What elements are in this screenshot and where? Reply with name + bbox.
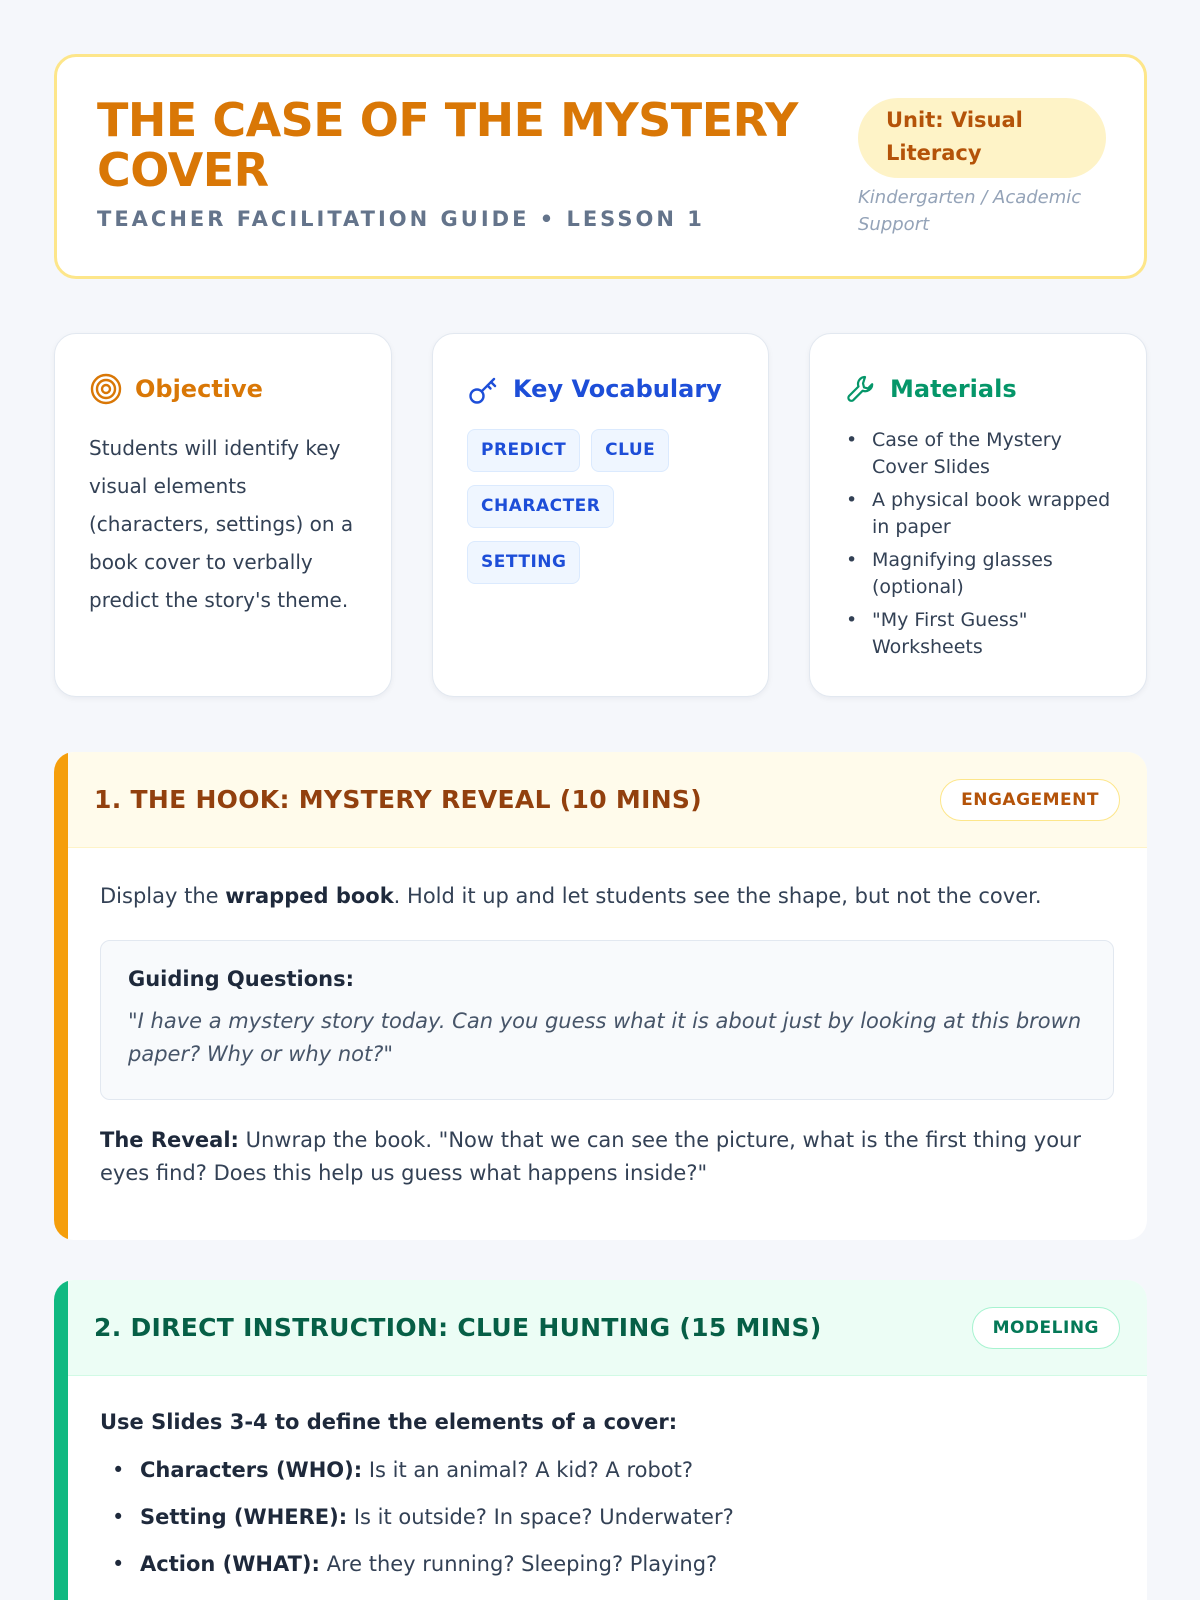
list-item xyxy=(100,1503,1114,1531)
hook-emphasis: wrapped book xyxy=(225,884,394,908)
element-label: Setting (WHERE): xyxy=(140,1505,348,1529)
hook-text: . Hold it up and let students see the shape, but not the cover. xyxy=(393,884,1042,908)
objective-card xyxy=(54,333,392,697)
wrench-icon xyxy=(844,372,878,406)
section-body xyxy=(100,1410,1114,1597)
section-direct-instruction xyxy=(54,1280,1147,1600)
reveal-label: The Reveal: xyxy=(100,1128,239,1152)
guiding-questions-box xyxy=(100,940,1114,1100)
element-text: Are they running? Sleeping? Playing? xyxy=(319,1552,718,1576)
vocabulary-chips xyxy=(467,429,737,597)
objective-text: Students will identify key visual elements (characters, settings) on a book cover to verbally predict the story's theme. xyxy=(89,436,354,612)
materials-card xyxy=(809,333,1147,697)
target-icon xyxy=(89,372,123,406)
vocabulary-card xyxy=(432,333,769,697)
unit-badge: Unit: Visual Literacy xyxy=(858,98,1106,178)
section-accent-bar xyxy=(54,1280,68,1600)
hook-text: Display the xyxy=(100,884,226,908)
header-card xyxy=(54,54,1147,279)
reveal-paragraph xyxy=(100,1124,1114,1190)
engagement-badge: ENGAGEMENT xyxy=(940,779,1120,821)
materials-list xyxy=(842,427,1122,667)
grade-label: Kindergarten / Academic Support xyxy=(858,187,1082,235)
reveal-text: Unwrap the book. "Now that we can see the picture, what is the first thing your eyes find? Does this help us guess what happens inside?" xyxy=(100,1128,1081,1185)
guiding-questions-text: "I have a mystery story today. Can you guess what it is about just by looking at this brown paper? Why or why not?" xyxy=(128,1009,1082,1066)
cover-elements-list xyxy=(100,1456,1114,1578)
vocabulary-title: Key Vocabulary xyxy=(513,375,722,403)
vocab-chip: SETTING xyxy=(467,541,580,584)
objective-title: Objective xyxy=(135,375,263,403)
hook-instruction xyxy=(100,880,1114,912)
section-hook xyxy=(54,752,1147,1240)
section-title: 1. THE HOOK: MYSTERY REVEAL (10 MINS) xyxy=(94,785,702,814)
section-header xyxy=(68,1280,1147,1376)
materials-item: • "My First Guess" Worksheets xyxy=(842,607,1122,661)
vocab-chip: CHARACTER xyxy=(467,485,614,528)
vocab-chip: CLUE xyxy=(591,429,669,472)
key-icon xyxy=(467,372,501,406)
section-title: 2. DIRECT INSTRUCTION: CLUE HUNTING (15 MINS) xyxy=(94,1313,822,1342)
materials-item: • A physical book wrapped in paper xyxy=(842,487,1122,541)
materials-item: • Magnifying glasses (optional) xyxy=(842,547,1122,601)
materials-title: Materials xyxy=(890,375,1017,403)
materials-item: • Case of the Mystery Cover Slides xyxy=(842,427,1122,481)
page-subtitle: TEACHER FACILITATION GUIDE • LESSON 1 xyxy=(97,207,705,231)
modeling-badge: MODELING xyxy=(972,1307,1120,1349)
section-header xyxy=(68,752,1147,848)
element-text: Is it outside? In space? Underwater? xyxy=(347,1505,734,1529)
list-item xyxy=(100,1550,1114,1578)
list-item xyxy=(100,1456,1114,1484)
page-title: THE CASE OF THE MYSTERY COVER xyxy=(97,93,798,197)
element-label: Action (WHAT): xyxy=(140,1552,320,1576)
section-accent-bar xyxy=(54,752,68,1240)
vocab-chip: PREDICT xyxy=(467,429,580,472)
guiding-questions-label: Guiding Questions: xyxy=(128,967,354,991)
element-text: Is it an animal? A kid? A robot? xyxy=(362,1458,694,1482)
section-body xyxy=(100,880,1114,1190)
instruction-intro: Use Slides 3-4 to define the elements of a cover: xyxy=(100,1410,678,1434)
element-label: Characters (WHO): xyxy=(140,1458,363,1482)
